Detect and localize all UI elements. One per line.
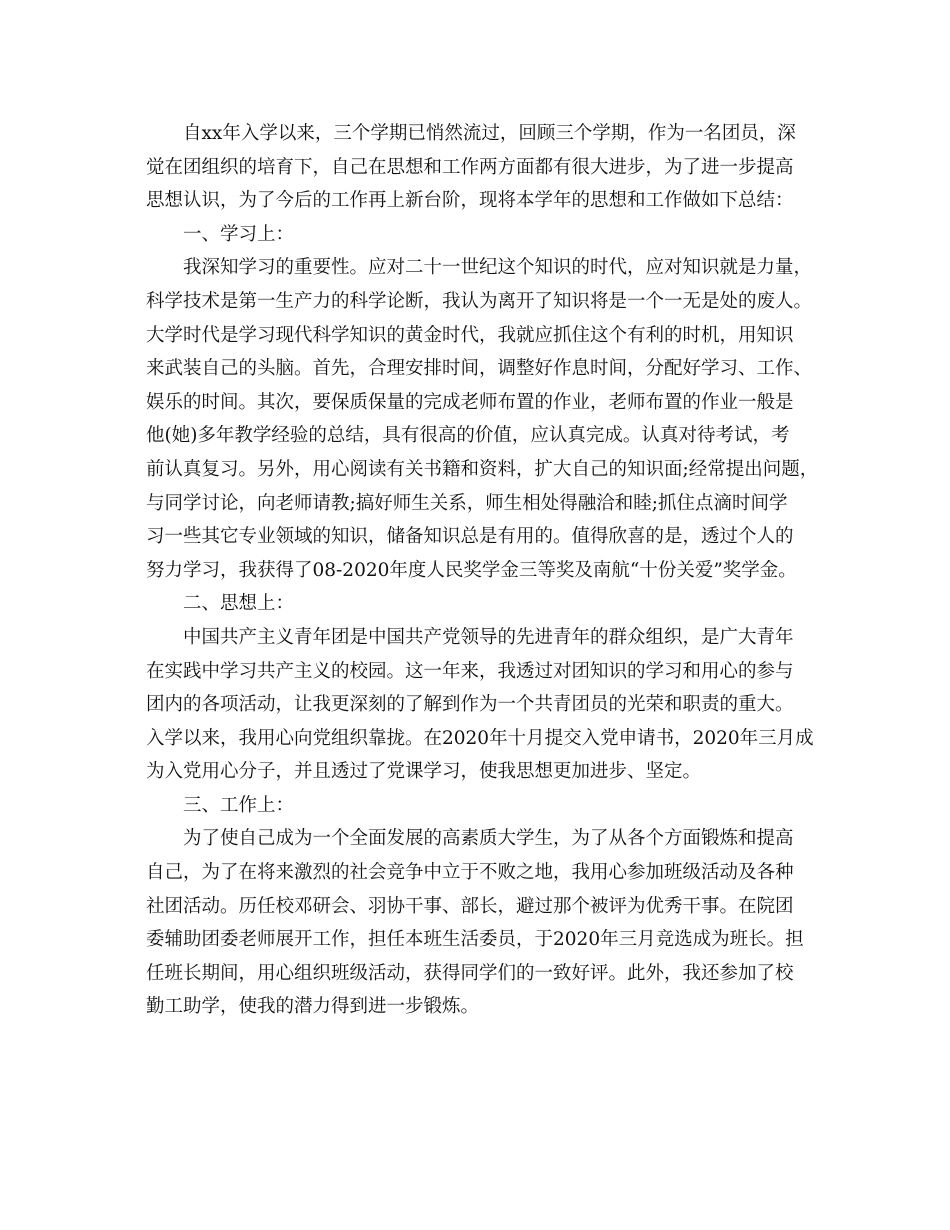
paragraph-intro-line: 思想认识，为了今后的工作再上新台阶，现将本学年的思想和工作做如下总结： bbox=[146, 190, 794, 212]
paragraph-intro-line: 自xx年入学以来，三个学期已悄然流过，回顾三个学期，作为一名团员，深 bbox=[183, 123, 796, 144]
paragraph-work-line: 自己，为了在将来激烈的社会竞争中立于不败之地，我用心参加班级活动及各种 bbox=[146, 862, 794, 884]
section-heading-study: 一、学习上： bbox=[183, 223, 295, 245]
paragraph-study-line: 我深知学习的重要性。应对二十一世纪这个知识的时代，应对知识就是力量， bbox=[183, 257, 813, 279]
paragraph-study-line: 科学技术是第一生产力的科学论断，我认为离开了知识将是一个一无是处的废人。 bbox=[146, 290, 813, 312]
document-body bbox=[146, 117, 819, 1024]
paragraph-intro-line: 觉在团组织的培育下，自己在思想和工作两方面都有很大进步，为了进一步提高 bbox=[146, 156, 794, 178]
paragraph-thought-line: 入学以来，我用心向党组织靠拢。在2020年十月提交入党申请书，2020年三月成 bbox=[146, 727, 814, 749]
paragraph-thought-line: 团内的各项活动，让我更深刻的了解到作为一个共青团员的光荣和职责的重大。 bbox=[146, 694, 794, 716]
paragraph-study-line: 他(她)多年教学经验的总结，具有很高的价值，应认真完成。认真对待考试，考 bbox=[146, 425, 790, 447]
section-heading-work: 三、工作上： bbox=[183, 794, 295, 816]
paragraph-work-line: 勤工助学，使我的潜力得到进一步锻炼。 bbox=[146, 996, 480, 1018]
paragraph-study-line: 与同学讨论，向老师请教;搞好师生关系，师生相处得融洽和睦;抓住点滴时间学 bbox=[146, 492, 788, 514]
paragraph-work-line: 社团活动。历任校邓研会、羽协干事、部长，避过那个被评为优秀干事。在院团 bbox=[146, 895, 794, 917]
paragraph-work-line: 委辅助团委老师展开工作，担任本班生活委员，于2020年三月竞选成为班长。担 bbox=[146, 929, 804, 951]
paragraph-work-line: 任班长期间，用心组织班级活动，获得同学们的一致好评。此外，我还参加了校 bbox=[146, 962, 794, 984]
paragraph-thought-line: 在实践中学习共产主义的校园。这一年来，我透过对团知识的学习和用心的参与 bbox=[146, 660, 794, 682]
paragraph-study-line: 娱乐的时间。其次，要保质保量的完成老师布置的作业，老师布置的作业一般是 bbox=[146, 391, 794, 413]
paragraph-study-line: 前认真复习。另外，用心阅读有关书籍和资料，扩大自己的知识面;经常提出问题， bbox=[146, 458, 819, 480]
section-heading-thought: 二、思想上： bbox=[183, 593, 295, 615]
paragraph-study-line: 大学时代是学习现代科学知识的黄金时代，我就应抓住这个有利的时机，用知识 bbox=[146, 324, 794, 346]
paragraph-study-line: 努力学习，我获得了08-2020年度人民奖学金三等奖及南航“十份关爱”奖学金。 bbox=[146, 559, 797, 581]
paragraph-thought-line: 为入党用心分子，并且透过了党课学习，使我思想更加进步、坚定。 bbox=[146, 761, 702, 783]
paragraph-thought-line: 中国共产主义青年团是中国共产党领导的先进青年的群众组织，是广大青年 bbox=[183, 626, 794, 648]
paragraph-work-line: 为了使自己成为一个全面发展的高素质大学生，为了从各个方面锻炼和提高 bbox=[183, 828, 794, 850]
paragraph-study-line: 来武装自己的头脑。首先，合理安排时间，调整好作息时间，分配好学习、工作、 bbox=[146, 358, 813, 380]
paragraph-study-line: 习一些其它专业领域的知识，储备知识总是有用的。值得欣喜的是，透过个人的 bbox=[146, 526, 794, 548]
